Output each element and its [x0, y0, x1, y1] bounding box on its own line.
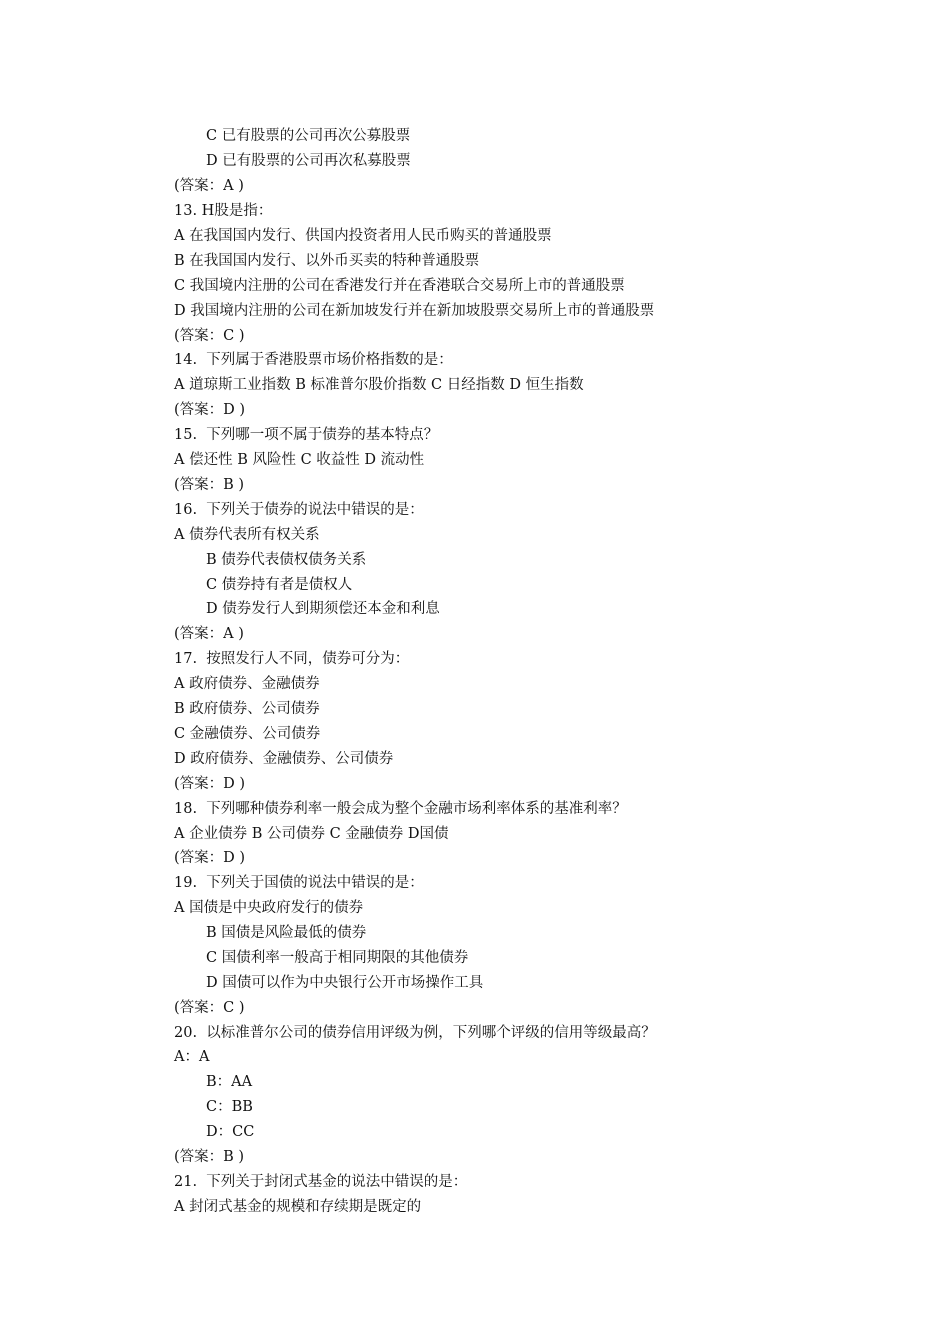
answer-line: (答案：D ): [174, 850, 246, 866]
question-line: 21. 下列关于封闭式基金的说法中错误的是：: [174, 1174, 468, 1190]
question-line: 14. 下列属于香港股票市场价格指数的是：: [174, 352, 453, 368]
question-line: 20. 以标准普尔公司的债券信用评级为例，下列哪个评级的信用等级最高？: [174, 1025, 656, 1041]
answer-line: (答案：B ): [174, 477, 245, 493]
option-line: A 在我国国内发行、供国内投资者用人民币购买的普通股票: [174, 228, 552, 244]
option-line: C 我国境内注册的公司在香港发行并在香港联合交易所上市的普通股票: [174, 278, 625, 294]
option-line: C：BB: [206, 1099, 253, 1115]
option-line: C 国债利率一般高于相同期限的其他债券: [206, 950, 469, 966]
answer-line: (答案：B ): [174, 1149, 245, 1165]
question-line: 18. 下列哪种债券利率一般会成为整个金融市场利率体系的基准利率？: [174, 801, 627, 817]
option-line: D：CC: [206, 1124, 255, 1140]
answer-line: (答案：A ): [174, 626, 244, 642]
option-line: A 国债是中央政府发行的债券: [174, 900, 364, 916]
option-line: D 已有股票的公司再次私募股票: [206, 153, 411, 169]
question-line: 16. 下列关于债券的说法中错误的是：: [174, 502, 424, 518]
option-line: A 政府债券、金融债券: [174, 676, 320, 692]
option-line: D 政府债券、金融债券、公司债券: [174, 751, 394, 767]
option-line: C 债券持有者是债权人: [206, 577, 353, 593]
option-line: A 道琼斯工业指数 B 标准普尔股价指数 C 日经指数 D 恒生指数: [174, 377, 584, 393]
option-line: C 已有股票的公司再次公募股票: [206, 128, 411, 144]
answer-line: (答案：C ): [174, 328, 245, 344]
answer-line: (答案：D ): [174, 402, 246, 418]
option-line: B：AA: [206, 1074, 253, 1090]
answer-line: (答案：A ): [174, 178, 244, 194]
option-line: C 金融债券、公司债券: [174, 726, 321, 742]
question-line: 13. H股是指：: [174, 203, 273, 219]
option-line: B 债券代表债权债务关系: [206, 552, 367, 568]
question-line: 17. 按照发行人不同，债券可分为：: [174, 651, 410, 667]
option-line: B 在我国国内发行、以外币买卖的特种普通股票: [174, 253, 480, 269]
option-line: B 国债是风险最低的债券: [206, 925, 367, 941]
option-line: A 偿还性 B 风险性 C 收益性 D 流动性: [174, 452, 425, 468]
option-line: D 国债可以作为中央银行公开市场操作工具: [206, 975, 484, 991]
question-line: 15. 下列哪一项不属于债券的基本特点？: [174, 427, 439, 443]
option-line: A 债券代表所有权关系: [174, 527, 320, 543]
option-line: A 企业债券 B 公司债券 C 金融债券 D国债: [174, 826, 449, 842]
answer-line: (答案：D ): [174, 776, 246, 792]
option-line: A：A: [174, 1049, 210, 1065]
option-line: D 我国境内注册的公司在新加坡发行并在新加坡股票交易所上市的普通股票: [174, 303, 655, 319]
option-line: A 封闭式基金的规模和存续期是既定的: [174, 1199, 422, 1215]
question-line: 19. 下列关于国债的说法中错误的是：: [174, 875, 424, 891]
answer-line: (答案：C ): [174, 1000, 245, 1016]
option-line: B 政府债券、公司债券: [174, 701, 320, 717]
option-line: D 债券发行人到期须偿还本金和利息: [206, 601, 440, 617]
